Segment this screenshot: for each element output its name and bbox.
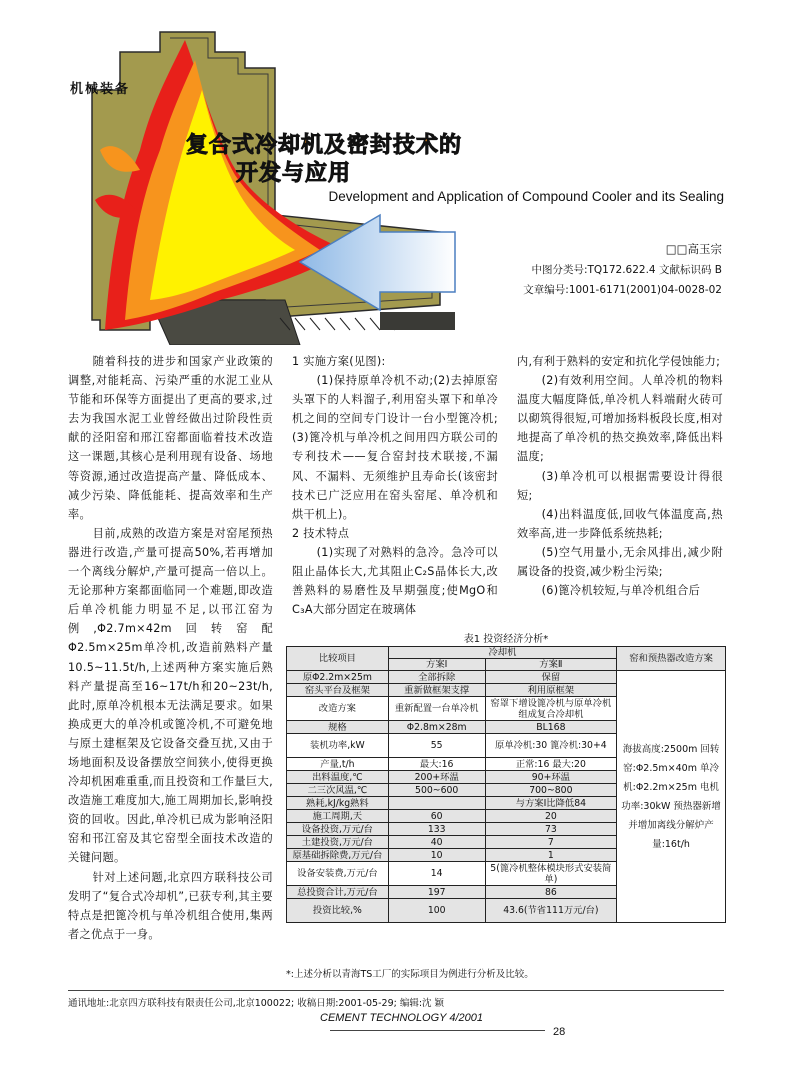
footer-rule bbox=[68, 990, 724, 991]
table-cell: 与方案Ⅰ比降低84 bbox=[485, 797, 617, 810]
table-cell: 40 bbox=[388, 836, 485, 849]
table-cell: 10 bbox=[388, 849, 485, 862]
header-cooler: 冷却机 bbox=[388, 647, 616, 659]
paragraph: (4)出料温度低,回收气体温度高,热效率高,进一步降低系统热耗; bbox=[517, 507, 723, 540]
cooler-illustration bbox=[0, 0, 463, 345]
paragraph: 针对上述问题,北京四方联科技公司发明了“复合式冷却机”,已获专利,其主要特点是把篦冷机与单冷机组合使用,集两者之优点于一身。 bbox=[68, 870, 273, 941]
column-1 bbox=[68, 352, 273, 944]
table-cell: 海拔高度:2500m 回转窑:Φ2.5m×40m 单冷机:Φ2.2m×25m 电机功率:30kW 预热器新增并增加离线分解炉产量:16t/h bbox=[617, 671, 726, 923]
english-title: Development and Application of Compound Cooler and its Sealing bbox=[328, 189, 724, 204]
table-cell: BL168 bbox=[485, 721, 617, 734]
table-cell: 43.6(节省111万元/台) bbox=[485, 899, 617, 923]
table-cell: 60 bbox=[388, 810, 485, 823]
table-header-row bbox=[287, 647, 726, 659]
title-line-2: 开发与应用 bbox=[236, 161, 352, 186]
section-label: 机械装备 bbox=[70, 82, 131, 97]
author: □□高玉宗 bbox=[665, 242, 722, 256]
header-item: 比较项目 bbox=[287, 647, 389, 671]
table-cell: 原Φ2.2m×25m bbox=[287, 671, 389, 684]
table-cell: 14 bbox=[388, 862, 485, 886]
table-cell: 原基础拆除费,万元/台 bbox=[287, 849, 389, 862]
table-cell: 投资比较,% bbox=[287, 899, 389, 923]
table-cell: 73 bbox=[485, 823, 617, 836]
table-cell: 改造方案 bbox=[287, 697, 389, 721]
table-cell bbox=[388, 797, 485, 810]
table-cell: 产量,t/h bbox=[287, 758, 389, 771]
header-kiln: 窑和预热器改造方案 bbox=[617, 647, 726, 671]
table-cell: 总投资合计,万元/台 bbox=[287, 886, 389, 899]
paragraph: (2)有效利用空间。人单冷机的物料温度大幅度降低,单冷机人料端耐火砖可以砌筑得很短,可增加扬料板段长度,相对地提高了单冷机的热交换效率,降低出料温度; bbox=[517, 374, 723, 464]
paragraph: 随着科技的进步和国家产业政策的调整,对能耗高、污染严重的水泥工业从节能和环保等方面提出了更高的要求,过去为我国水泥工业曾经做出过阶段性贡献的泾阳窑和邢江窑都面临着技术改造这一课题,其核心是利用现有设备、场地等资源,通过改造提高产量、降低成本、减少污染、降低能耗、提高效率和生产率。 bbox=[68, 355, 273, 521]
table-cell: 100 bbox=[388, 899, 485, 923]
paragraph: 内,有利于熟料的安定和抗化学侵蚀能力; bbox=[517, 355, 721, 368]
paragraph: (1)保持原单冷机不动;(2)去掉原窑头罩下的人料溜子,利用窑头罩下和单冷机之间的空间专门设计一台小型篦冷机;(3)篦冷机与单冷机之间用四方联公司的专利技术——复合窑封技术联接,不漏风、不漏料、无须维护且寿命长(该密封技术已广泛应用在窑头窑尾、单冷机和烘干机上)。 bbox=[292, 374, 498, 521]
table-cell: 施工周期,天 bbox=[287, 810, 389, 823]
table-cell: 7 bbox=[485, 836, 617, 849]
table-cell: 55 bbox=[388, 734, 485, 758]
table-cell: 规格 bbox=[287, 721, 389, 734]
paragraph: (5)空气用量小,无余风排出,减少附属设备的投资,减少粉尘污染; bbox=[517, 545, 723, 579]
table-cell: 5(篦冷机整体模块形式安装简单) bbox=[485, 862, 617, 886]
paragraph: (1)实现了对熟料的急冷。急冷可以阻止晶体长大,尤其阻止C₂S晶体长大,改善熟料的易磨性及早期强度;使MgO和C₃A大部分固定在玻璃体 bbox=[292, 545, 498, 617]
table-cell: 保留 bbox=[485, 671, 617, 684]
section-heading: 1 实施方案(见图): bbox=[292, 355, 386, 368]
table-cell: 设备安装费,万元/台 bbox=[287, 862, 389, 886]
table-cell: 重新做框架支撑 bbox=[388, 684, 485, 697]
table-cell: 20 bbox=[485, 810, 617, 823]
paragraph: 目前,成熟的改造方案是对窑尾预热器进行改造,产量可提高50%,若再增加一个离线分解炉,产量可提高一倍以上。无论那种方案都面临同一个难题,即改造后单冷机能力明显不足,以邗江窑为例,Φ2.7m×42m回转窑配Φ2.5m×25m单冷机,改造前熟料产量10.5~11.5t/h,上述两种方案实施后熟料产量提高至16~17t/h和20~23t/h,此时,原单冷机根本无法满足要求。如果换成更大的单冷机或篦冷机,不可避免地与原土建框架及它设备交叠互扰,又由于场地面积及设备摆放空间狭小,使得更换冷却机困难重重,而且投资和工作量巨大,改造施工难度加大,施工周期加长,影响投资的回收。因此,单冷机已成为影响泾阳窑和邗江窑及其它窑型全面技术改造的关键问题。 bbox=[68, 526, 273, 865]
table-caption: 表1 投资经济分析* bbox=[463, 634, 549, 645]
table-footnote: *:上述分析以青海TS工厂的实际项目为例进行分析及比较。 bbox=[286, 969, 534, 980]
column-3 bbox=[517, 352, 723, 600]
header-plan-1: 方案Ⅰ bbox=[388, 659, 485, 671]
table-cell: 土建投资,万元/台 bbox=[287, 836, 389, 849]
section-heading: 2 技术特点 bbox=[292, 526, 350, 540]
footer-rule-2 bbox=[330, 1030, 545, 1031]
table-cell: 90+环温 bbox=[485, 771, 617, 784]
footer-address: 通讯地址:北京四方联科技有限责任公司,北京100022; 收稿日期:2001-05-29; 编辑:沈 颖 bbox=[68, 998, 445, 1009]
title-line-1: 复合式冷却机及密封技术的 bbox=[186, 133, 463, 158]
table-cell: 设备投资,万元/台 bbox=[287, 823, 389, 836]
header-plan-2: 方案Ⅱ bbox=[485, 659, 617, 671]
table-cell: 1 bbox=[485, 849, 617, 862]
table-cell: 86 bbox=[485, 886, 617, 899]
table-cell: 窑头平台及框架 bbox=[287, 684, 389, 697]
table-cell: 最大:16 bbox=[388, 758, 485, 771]
table-cell: 原单冷机:30 篦冷机:30+4 bbox=[485, 734, 617, 758]
page-number: 28 bbox=[553, 1026, 566, 1038]
paragraph: (6)篦冷机较短,与单冷机组合后 bbox=[541, 584, 701, 598]
paragraph: (3)单冷机可以根据需要设计得很短; bbox=[517, 469, 723, 502]
table-cell: 二三次风温,℃ bbox=[287, 784, 389, 797]
table-cell: 正常:16 最大:20 bbox=[485, 758, 617, 771]
table-cell: 133 bbox=[388, 823, 485, 836]
classification-number: 中图分类号:TQ172.622.4 文献标识码 B bbox=[531, 264, 722, 276]
table-cell: 197 bbox=[388, 886, 485, 899]
table-cell: 窑罩下增设篦冷机与原单冷机组成复合冷却机 bbox=[485, 697, 617, 721]
table-cell: 装机功率,kW bbox=[287, 734, 389, 758]
table-cell: 500~600 bbox=[388, 784, 485, 797]
table-cell: 出料温度,℃ bbox=[287, 771, 389, 784]
table-row bbox=[287, 671, 726, 684]
table-cell: 700~800 bbox=[485, 784, 617, 797]
table-cell: 熟耗,kJ/kg熟料 bbox=[287, 797, 389, 810]
table-cell: 重新配置一台单冷机 bbox=[388, 697, 485, 721]
journal-name: CEMENT TECHNOLOGY 4/2001 bbox=[320, 1012, 484, 1024]
column-2 bbox=[292, 352, 498, 619]
table-cell: 利用原框架 bbox=[485, 684, 617, 697]
table-cell: 200+环温 bbox=[388, 771, 485, 784]
table-cell: Φ2.8m×28m bbox=[388, 721, 485, 734]
article-number: 文章编号:1001-6171(2001)04-0028-02 bbox=[523, 284, 722, 296]
table-cell: 全部拆除 bbox=[388, 671, 485, 684]
investment-table bbox=[286, 646, 726, 923]
